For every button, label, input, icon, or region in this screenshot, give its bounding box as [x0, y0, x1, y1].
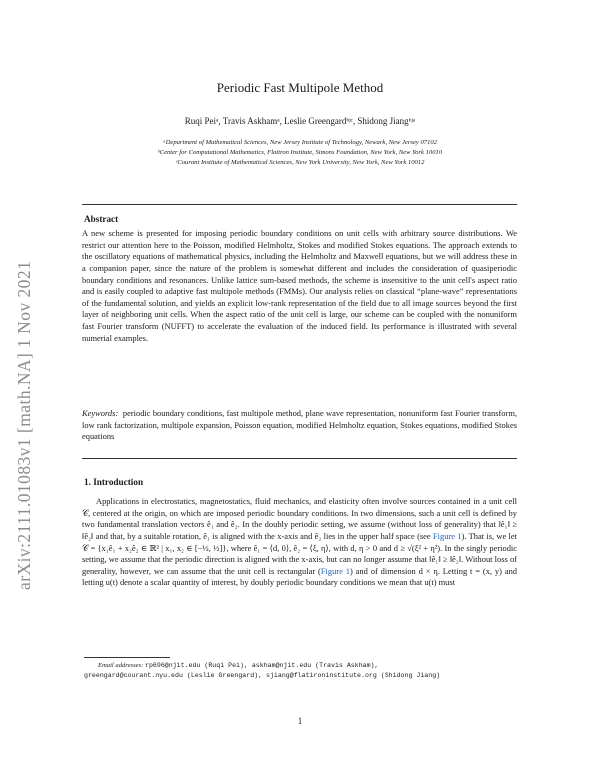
section-heading: 1. Introduction	[84, 477, 144, 487]
footnote-rule	[84, 657, 170, 658]
author-list: Ruqi Peiᵃ, Travis Askhamᵃ, Leslie Greengardᵇʲᶜ, Shidong Jiangᵇʲᵃ	[184, 116, 416, 126]
abstract-text	[82, 228, 517, 344]
bottom-rule	[82, 458, 517, 459]
keywords-label: Keywords:	[82, 408, 119, 418]
top-rule	[82, 204, 517, 205]
footnote-line-2: greengard@courant.nyu.edu (Leslie Greengard), sjiang@flatironinstitute.org (Shidong Jiang)	[84, 671, 441, 679]
intro-paragraph	[82, 496, 517, 589]
abstract-body: A new scheme is presented for imposing periodic boundary conditions on unit cells with arbitrary source distributions. We restrict our attention here to the Poisson, modified Helmholtz, Stokes and modified Stokes equations. The approach extends to the oscillatory equations of mathematical physics, including the Helmholtz and Maxwell equations, but we will address these in a companion paper, since the nature of the problem is somewhat different and includes the consideration of quasiperiodic boundary conditions and resonances. Unlike lattice sum-based methods, the scheme is insensitive to the unit cell's aspect ratio and is easily coupled to adaptive fast multipole methods (FMMs). Our analysis relies on classical “plane-wave” representations of the fundamental solution, and yields an explicit low-rank representation of the field due to all image sources beyond the first layer of neighboring unit cells. When the aspect ratio of the unit cell is large, our scheme can be coupled with the nonuniform fast Fourier transform (NUFFT) to accelerate the evaluation of the induced field. Its performance is illustrated with several numerial examples.	[82, 228, 517, 343]
affiliation-a: ᵃDepartment of Mathematical Sciences, New Jersey Institute of Technology, Newark, New Jersey 07102	[163, 139, 437, 146]
keywords-text: periodic boundary conditions, fast multipole method, plane wave representation, nonuniform fast Fourier transform, low rank factorization, multipole expansion, Poisson equation, modified Helmholtz equation, Stokes equations, modified Stokes equations	[82, 408, 518, 442]
footnote-line-1: rp696@njit.edu (Ruqi Pei), askham@njit.edu (Travis Askham),	[145, 662, 379, 669]
arxiv-identifier: arXiv:2111.01083v1 [math.NA] 1 Nov 2021	[14, 260, 34, 590]
affiliation-c: ᶜCourant Institute of Mathematical Sciences, New York University, New York, New York 10012	[175, 159, 425, 166]
intro-text-3: ) and of dimension d × η. Letting t = (x, y) and letting u(t) denote a scalar quantity of interest, by doubly periodic boundary conditions we mean that u(t) must	[82, 565, 518, 588]
intro-text-1: Applications in electrostatics, magnetostatics, fluid mechanics, and elasticity often involve sources contained in a unit cell 𝒞, centered at the origin, on which are imposed periodic boundary conditions. In two dimensions, such a unit cell is defined by two fundamental translation vectors ê₁ and ê₂. In the doubly periodic setting, we assume (without loss of generality) that ‖ê₁‖ ≥ ‖ê₂‖ and that, by a suitable rotation, ê₁ is aligned with the x-axis and ê₂ lies in the upper half space (see	[82, 496, 517, 541]
footnote	[84, 661, 514, 680]
keywords-block	[82, 408, 517, 443]
intro-text-2: ). That is, we let 𝒞 = {x₁ê₁ + x₂ê₂ ∈ ℝ² | x₁, x₂ ∈ [−½, ½]}, where ê₁ = ⟨d, 0⟩, ê₂ = ⟨ξ, η⟩, with d, η > 0 and d ≥ √(ξ² + η²). In the singly periodic setting, we assume that the periodic direction is aligned with the x-axis, but can no longer assume that ‖ê₁‖ ≥ ‖ê₂‖. Without loss of generality, however, we can assume that the unit cell is rectangular (	[82, 530, 517, 576]
abstract-heading: Abstract	[84, 214, 119, 224]
footnote-label: Email addresses:	[98, 662, 144, 669]
figure-1-link[interactable]: Figure 1	[432, 530, 462, 541]
paper-title: Periodic Fast Multipole Method	[216, 80, 384, 95]
figure-1-link-2[interactable]: Figure 1	[320, 565, 350, 576]
affiliation-b: ᵇCenter for Computational Mathematics, Flatiron Institute, Simons Foundation, New York, New York 10010	[157, 149, 443, 156]
page-number: 1	[297, 716, 303, 726]
